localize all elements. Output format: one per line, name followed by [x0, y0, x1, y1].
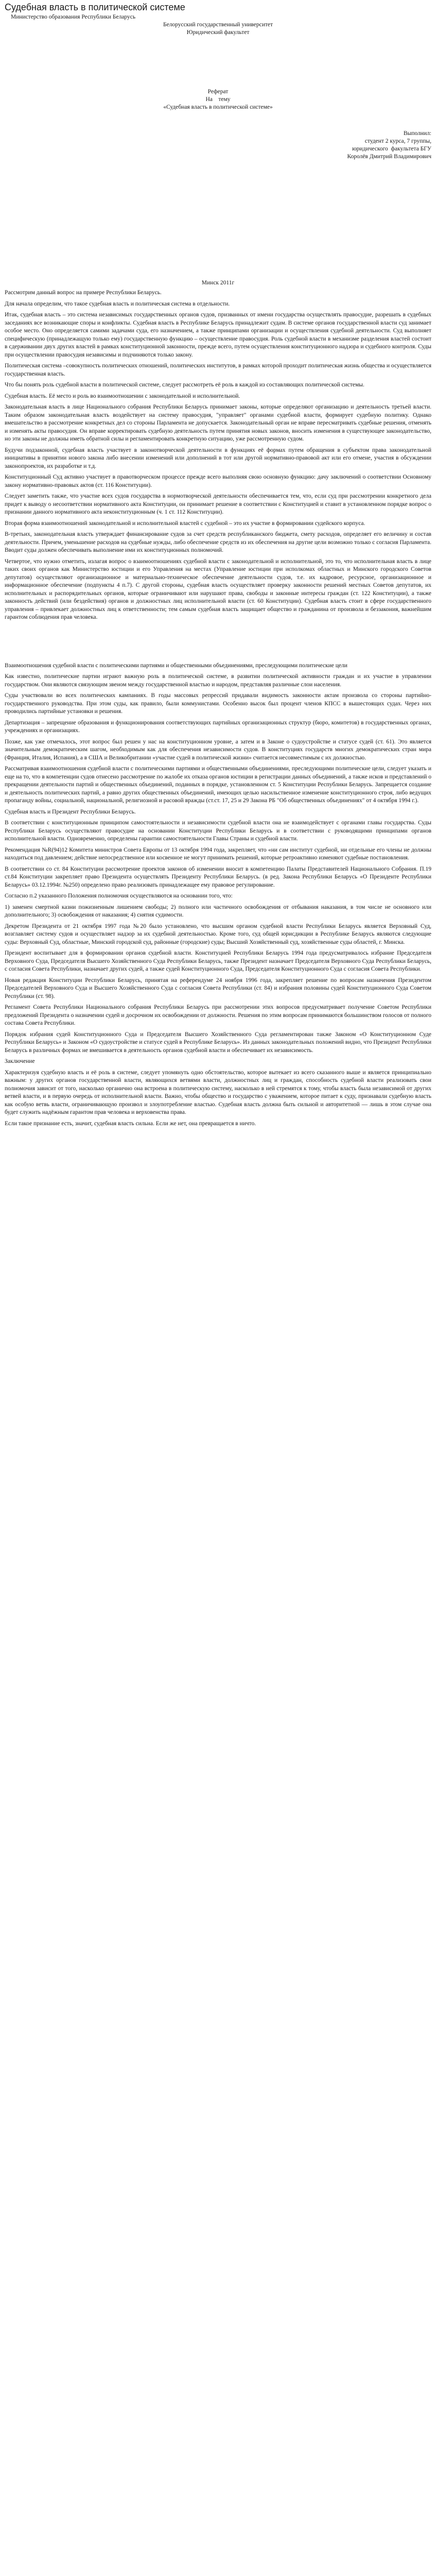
cover-topic: «Судебная власть в политической системе» — [163, 104, 273, 110]
section-paragraph: Департизация – запрещение образования и функционирования соответствующих партийных организационных структур (бюро, комитетов) в государственных органах, учреждениях и организациях. — [5, 719, 431, 734]
intro-paragraph: Следует заметить также, что участие всех судов государства в нормотворческой деятельности обеспечивается тем, что, если суд при рассмотрении конкретного дела придет к выводу о несоответствии нормативного акта Конституции, он принимает решение в соответствии с Конституцией и ставит в установленном порядке вопрос о признании данного нормативного акта неконституционным (ч. 1 ст. 112 Конституции). — [5, 493, 431, 515]
cover-performed: Выполнил: — [403, 130, 431, 137]
intro-paragraph: В-третьих, законодательная власть утверждает финансирование судов за счет средств республиканского бюджета, смету расходов, определяет его величину и состав деятельности. Причем, уменьшение расходов на судебные нужды, либо обеспечение средств из их обеспечения на другие цели возможно только с согласия Парламента. Вводит суды должен обеспечивать выполнение ими их конституционных полномочий. — [5, 531, 431, 553]
section-heading-president: Судебная власть и Президент Республики Беларусь. — [5, 808, 136, 815]
section-paragraph: Согласно п.2 указанного Положения полномочия осуществляются на основании того, что: — [5, 893, 233, 899]
cover-faculty: юридического факультета БГУ — [352, 146, 431, 152]
intro-paragraph: Судебная власть. Её место и роль во взаимоотношении с законодательной и исполнительной. — [5, 393, 240, 399]
section-heading-conclusion: Заключение — [5, 1058, 35, 1064]
cover-student: студент 2 курса, 7 группы, — [364, 138, 431, 144]
section-heading-parties: Взаимоотношения судебной власти с политическими партиями и общественными объединениями, преследующими политические цели — [5, 662, 347, 669]
section-paragraph: Президент воспитывает для в формировании органов судебной власти. Конституцией Республики Беларусь 1994 года предусматривалось избрание Председателя Верховного Суда, Председателя Высшего Хозяйственного Суда Республики Беларусь, также Президент назначает Председателя Верховного Суда Республики Беларусь, с согласия Совета Республики, назначает других судей, а также судей Конституционного Суда, Председателя Конституционного Суда с согласия Совета Республики. — [5, 950, 431, 972]
conclusion-paragraph: Характеризуя судебную власть и её роль в системе, следует упомянуть одно обстоятельство, которое вытекает из всего сказанного выше и является принципиально важным: у других органов государственной власти, являющихся ветвями власти, должностных лиц и граждан, способность судебной власти реализовать свои полномочия зависит от того, насколько органично она встроена в политическую систему, насколько в ней стремятся к тому, чтобы власть была независимой от других ветвей власти, и в первую очередь от исполнительной власти. Важно, чтобы общество и государство с уважением, которое питает к суду, признавали судебную власть как особую ветвь власти, ограничивающую произвол и злоупотребление властью. Судебная власть должна быть сильной и авторитетной — лишь в этом случае она будет служить надёжным гарантом прав человека и верховенства права. — [5, 1069, 431, 1115]
section-paragraph: В соответствии со ст. 84 Конституции рассмотрение проектов законов об изменении вносит в компетенцию Палаты Представителей Национального Собрания. П.19 ст.84 Конституции закрепляет право Президента осуществлять Президенту Республики Беларусь. (в ред. Закона Республики Беларусь «О Президенте Республики Беларусь» 03.12.1994г. №250) определено право реализовать принадлежащее ему правовое регулирование. — [5, 866, 431, 888]
intro-paragraph: Конституционный Суд активно участвует в правотворческом процессе прежде всего выполняя свою основную функцию: дачу заключений о соответствии Основному закону нормативно-правовых актов (ст. 116 Конституции). — [5, 474, 431, 488]
section-paragraph: Рекомендация №R(94)12 Комитета министров Совета Европы от 13 октября 1994 года, закрепляет, что «ни сам институт судебной, ни отдельные его члены не должны находиться под давлением; действие непосредственное или косвенное не могут принимать решений, которые ретроактивно изменяют судебные постановления. — [5, 846, 431, 861]
section-paragraph: Позже, как уже отмечалось, этот вопрос был решен у нас на конституционном уровне, а затем и в Законе о судоустройстве и статусе судей (ст. 61). Это является значительным демократическим шагом, необходимым как для обеспечения независимости судов. В конституциях государств многих демократических стран мира (Франция, Италия, Испания), а в США и Великобритании «участие судей в политической жизни» считается несовместимым с их должностью. — [5, 738, 431, 761]
section-paragraph: Декретом Президента от 21 октября 1997 года №20 было установлено, что высшим органом судебной власти Республики Беларусь является Верховный Суд, возглавляет систему судов и осуществляет надзор за их судебной деятельностью. Кроме того, суд общей юрисдикции в Республике Беларусь являются следующие суды: Верховный Суд, областные, Минский городской суд, районные (городские) суды; Высший Хозяйственный суд, хозяйственные суды областей, г. Минска. — [5, 923, 431, 945]
intro-paragraph: Вторая форма взаимоотношений законодательной и исполнительной властей с судебной – это их участие в формировании судейского корпуса. — [5, 520, 365, 527]
intro-paragraph: Для начала определим, что такое судебная власть и политическая система в отдельности. — [5, 300, 230, 307]
cover-author: Королёв Дмитрий Владимирович — [347, 154, 431, 160]
university-name: Белорусский государственный университет — [163, 22, 273, 28]
intro-paragraph: Итак, судебная власть – это система независимых государственных органов судов, призванных от имени государства осуществлять правосудие, разрешать в судебных заседаниях все возникающие споры и конфликты. Судебная власть в Республике Беларусь принадлежит судам. В системе органов государственной власти суд занимает особое место. Оно определяется самими задачами суда, его назначением, а также принципами организации и осуществления судебной деятельности. Суд выполняет специфическую (принадлежащую только ему) государственную функцию – осуществление правосудия. Роль судебной власти в механизме разделения властей состоит в сдерживании двух других властей в рамках конституционной законности, прежде всего, путем осуществления конституционного надзора и судебного контроля. Суды при осуществлении правосудия независимы и подчиняются только закону. — [5, 312, 431, 358]
section-paragraph: Рассматривая взаимоотношения судебной власти с политическими партиями и общественными объединениями, преследующими политические цели, следует указать и еще на то, что в компетенции судов отнесено рассмотрение по жалобе их отказа органов юстиции в регистрации данных объединений, а также исков и представлений о прекращении деятельности партий и общественных объединений, поданных в порядке, установленном ст. 5 Конституции Республики Беларусь. Запрещается создание и деятельность политических партий, а равно других общественных объединений, имеющих целью насильственное изменение конституционного строя, либо ведущих пропаганду войны, социальной, национальной, религиозной и расовой вражды (ст.ст. 17, 25 и 29 Закона РБ "Об общественных объединениях" от 4 октября 1994 г.). — [5, 766, 431, 804]
section-paragraph: В соответствии с конституционным принципом самостоятельности и независимости судебной власти она не взаимодействует с органами главы государства. Суды Республики Беларусь осуществляют правосудие на основании Конституции Республики Беларусь и в соответствии с руководящими принципами органов исполнительной власти. Одновременно, определены гарантии самостоятельности Главы Страны и судебной власти. — [5, 820, 431, 842]
intro-paragraph: Четвертое, что нужно отметить, излагая вопрос о взаимоотношениях судебной власти с законодательной и исполнительной, это то, что исполнительная власть в лице таких своих органов как Министерство юстиции и его Управления на местах (Управление юстиции при исполкомах областных и Минского городского Советов депутатов) осуществляют организационное и материально-техническое обеспечение деятельности судов, т.е. их кадровое, ресурсное, организационное и информационное обеспечение (подпункты 4 п.7). С другой стороны, судебная власть осуществляет проверку законности решений местных Советов депутатов, их исполнительных и распорядительных органов, которые ограничивают или нарушают права, свободы и законные интересы граждан (ст. 122 Конституции), а также законность действий (или бездействия) органов и должностных лиц исполнительной власти (ст. 60 Конституции). Судебная власть стоит в сфере государственного управления – привлекает должностных лиц к ответственности; тем самым судебная власть защищает общество и гражданина от произвола и беззакония, важнейшим гарантом соблюдения прав человека. — [5, 558, 431, 620]
section-paragraph: Суды участвовали во всех политических кампаниях. В годы массовых репрессий придавали видимость законности актам произвола со стороны партийно-государственного руководства. При этом суды, как правило, были коммунистами. Особенно высок был процент членов КПСС в вышестоящих судах. Через них проводились партийные установки и решения. — [5, 692, 431, 715]
intro-paragraph: Политическая система –совокупность политических отношений, политических институтов, в рамках которой проходит политическая жизнь общества и осуществляется государственная власть. — [5, 363, 431, 377]
ministry-name: Министерство образования Республики Беларусь — [11, 14, 136, 20]
section-paragraph: Порядок избрания судей Конституционного Суда и Председателя Высшего Хозяйственного Суда регламентирован также Законом «О Конституционном Суде Республики Беларусь» и Законом «О судоустройстве и статусе судей в Республике Беларусь». Из данных законодательных положений видно, что Президент Республики Беларусь в различных формах не вмешивается в деятельность органов судебной власти и обеспечивает их независимость. — [5, 1031, 431, 1054]
section-paragraph: 1) заменен смертной казни пожизненным лишением свободы; 2) полного или частичного освобождения от отбывания наказания, в том числе не основного или дополнительного; 3) освобождения от наказания; 4) снятия судимости. — [5, 904, 431, 918]
intro-paragraph: Законодательная власть в лице Национального собрания Республики Беларусь принимает законы, которые определяют организацию и деятельность третьей власти. Таким образом законодательная власть воздействует на систему правосудия, "управляет" органами судебной власти, формирует судебную политику. Однако вмешательство в рассмотрение конкретных дел со стороны Парламента не допускается. Законодательный орган не вправе пересматривать судебные решения, отменять и изменять акты правосудия. Он вправе корректировать судебную деятельность путем принятия новых законов, вносить изменения в существующее законодательство, но эти законы не должны иметь обратной силы и регламентировать конкретную ситуацию, уже рассмотренную судом. — [5, 404, 431, 442]
document-title: Судебная власть в политической системе — [5, 2, 185, 12]
cover-topic-label: На тему — [205, 96, 231, 103]
conclusion-paragraph: Если такое признание есть, значит, судебная власть сильна. Если же нет, она превращается в ничто. — [5, 1120, 256, 1127]
intro-paragraph: Рассмотрим данный вопрос на примере Республики Беларусь. — [5, 290, 162, 296]
intro-paragraph: Будучи подзаконной, судебная власть участвует в законотворческой деятельности в функциях её формах путем обращения в субъектом права законодательной инициативы в принятии нового закона либо внесении изменений или дополнений в тот или другой нормативно-правовой акт или его отмене, участия в обсуждении законопроектов, их разработке и т.д. — [5, 447, 431, 469]
section-paragraph: Новая редакция Конституции Республики Беларусь, принятая на референдуме 24 ноября 1996 года, закрепляет решение по вопросам назначения Президентом Председателей Верховного Суда и Высшего Хозяйственного Суда с согласия Совета Республики (ст. 84) и избрания половины судей Конституционного Суда Советом Республики (ст. 98). — [5, 977, 431, 999]
section-paragraph: Как известно, политические партии играют важную роль в политической системе, в развитии политической активности граждан и их участие в управлении государством. Они являются связующим звеном между государственной властью и народом, представляя различные слои населения. — [5, 673, 431, 688]
cover-type: Реферат — [207, 89, 229, 95]
faculty-name: Юридический факультет — [186, 29, 250, 36]
intro-paragraph: Что бы понять роль судебной власти в политической системе, следует рассмотреть её роль в каждой из составляющих политической системы. — [5, 382, 364, 388]
section-paragraph: Регламент Совета Республики Национального собрания Республики Беларусь при рассмотрении этих вопросов предусматривает получение Советом Республики предложений Президента о назначении судей и досрочном их освобождении от должности. Решения по этим вопросам принимаются большинством голосов от полного состава Совета Республики. — [5, 1004, 431, 1026]
cover-city-year: Минск 2011г — [201, 280, 235, 286]
